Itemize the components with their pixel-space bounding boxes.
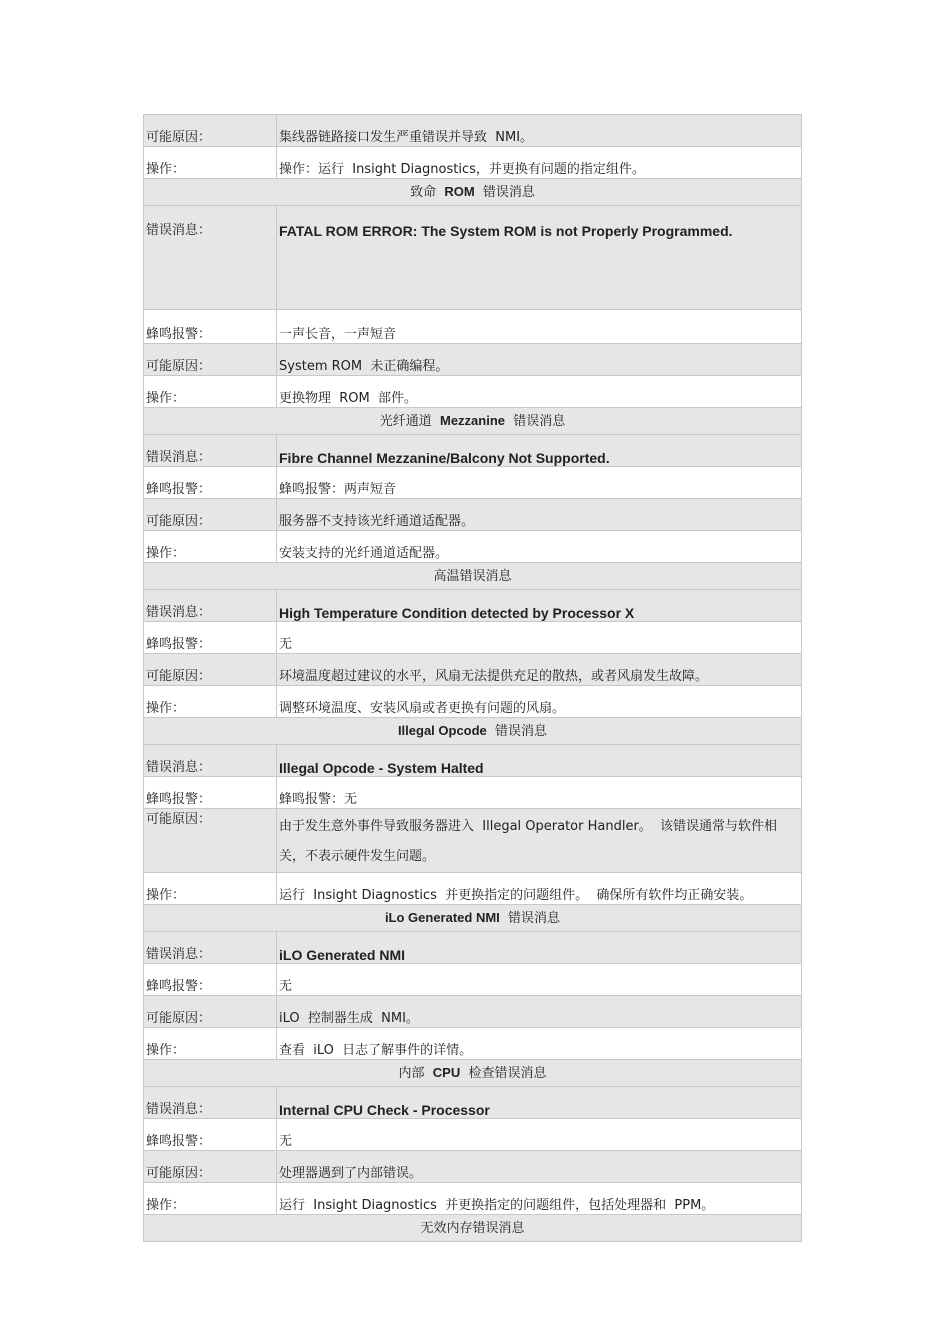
- row-value: 无: [277, 622, 802, 654]
- row-label: 蜂鸣报警：: [144, 1119, 277, 1151]
- row-label: 错误消息：: [144, 932, 277, 964]
- table-row: [144, 344, 802, 376]
- row-value: 运行 Insight Diagnostics 并更换指定的问题组件。 确保所有软件均正确安装。: [277, 873, 802, 905]
- section-title-prefix: 无效内存错误消息: [420, 1220, 525, 1236]
- section-title-suffix: 检查错误消息: [460, 1065, 547, 1081]
- section-title-prefix: 内部: [398, 1065, 433, 1081]
- row-value: 无: [277, 1119, 802, 1151]
- row-label: 操作：: [144, 147, 277, 179]
- table-row: [144, 964, 802, 996]
- error-message-table: [143, 114, 802, 1242]
- table-row: [144, 531, 802, 563]
- table-row: [144, 1151, 802, 1183]
- table-row: [144, 654, 802, 686]
- table-row: [144, 1183, 802, 1215]
- row-label: 操作：: [144, 531, 277, 563]
- table-row: [144, 1087, 802, 1119]
- row-label: 蜂鸣报警：: [144, 964, 277, 996]
- row-label: 错误消息：: [144, 1087, 277, 1119]
- section-title-keyword: iLo Generated NMI: [384, 909, 500, 925]
- row-value: 查看 iLO 日志了解事件的详情。: [277, 1028, 802, 1060]
- section-header: [144, 1215, 802, 1242]
- row-label: 操作：: [144, 1028, 277, 1060]
- section-header: [144, 179, 802, 206]
- section-title: [144, 718, 802, 745]
- row-label: 可能原因：: [144, 996, 277, 1028]
- row-value: 一声长音，一声短音: [277, 310, 802, 344]
- table-row: [144, 115, 802, 147]
- table-row: [144, 622, 802, 654]
- section-title-prefix: 光纤通道: [379, 413, 440, 429]
- table-row: [144, 499, 802, 531]
- row-label: 操作：: [144, 686, 277, 718]
- row-label: 可能原因：: [144, 499, 277, 531]
- row-value: 集线器链路接口发生严重错误并导致 NMI。: [277, 115, 802, 147]
- row-value: Internal CPU Check - Processor: [277, 1087, 802, 1119]
- row-value: 蜂鸣报警：无: [277, 777, 802, 809]
- row-value: 调整环境温度、安装风扇或者更换有问题的风扇。: [277, 686, 802, 718]
- section-header: [144, 718, 802, 745]
- table-row: [144, 147, 802, 179]
- row-label: 错误消息：: [144, 590, 277, 622]
- row-value: Illegal Opcode - System Halted: [277, 745, 802, 777]
- section-header: [144, 1060, 802, 1087]
- table-row: [144, 467, 802, 499]
- row-value: Fibre Channel Mezzanine/Balcony Not Supported.: [277, 435, 802, 467]
- section-title-keyword: CPU: [432, 1064, 461, 1080]
- row-label: 可能原因：: [144, 1151, 277, 1183]
- section-header: [144, 408, 802, 435]
- row-value: FATAL ROM ERROR: The System ROM is not Properly Programmed.: [277, 206, 802, 310]
- section-title-suffix: 错误消息: [505, 413, 566, 429]
- row-label: 操作：: [144, 873, 277, 905]
- section-title-prefix: 致命: [410, 184, 445, 200]
- row-value: 更换物理 ROM 部件。: [277, 376, 802, 408]
- row-label: 可能原因：: [144, 344, 277, 376]
- table-row: [144, 777, 802, 809]
- row-label: 错误消息：: [144, 745, 277, 777]
- table-row: [144, 310, 802, 344]
- row-label: 可能原因：: [144, 654, 277, 686]
- section-title-keyword: Illegal Opcode: [397, 722, 487, 738]
- row-label: 蜂鸣报警：: [144, 467, 277, 499]
- row-value: System ROM 未正确编程。: [277, 344, 802, 376]
- row-label: 可能原因：: [144, 115, 277, 147]
- row-value: 安装支持的光纤通道适配器。: [277, 531, 802, 563]
- section-title: [144, 563, 802, 590]
- row-label: 操作：: [144, 376, 277, 408]
- table-row: [144, 996, 802, 1028]
- table-row: [144, 1119, 802, 1151]
- row-value: 运行 Insight Diagnostics 并更换指定的问题组件，包括处理器和 PPM。: [277, 1183, 802, 1215]
- row-value: 处理器遇到了内部错误。: [277, 1151, 802, 1183]
- section-title: [144, 408, 802, 435]
- row-value: 操作：运行 Insight Diagnostics，并更换有问题的指定组件。: [277, 147, 802, 179]
- row-label: 错误消息：: [144, 435, 277, 467]
- row-label: 错误消息：: [144, 206, 277, 310]
- row-label: 可能原因：: [144, 809, 277, 873]
- row-value: 由于发生意外事件导致服务器进入 Illegal Operator Handler。 该错误通常与软件相关，不表示硬件发生问题。: [277, 809, 802, 873]
- section-title-keyword: ROM: [444, 183, 475, 199]
- section-title-suffix: 错误消息: [474, 184, 535, 200]
- section-title-suffix: 错误消息: [499, 910, 561, 926]
- row-label: 蜂鸣报警：: [144, 310, 277, 344]
- section-title-keyword: Mezzanine: [439, 412, 505, 428]
- table-row: [144, 435, 802, 467]
- row-value: iLO 控制器生成 NMI。: [277, 996, 802, 1028]
- table-row: [144, 590, 802, 622]
- table-row: [144, 206, 802, 310]
- row-value: 环境温度超过建议的水平，风扇无法提供充足的散热，或者风扇发生故障。: [277, 654, 802, 686]
- table-row: [144, 932, 802, 964]
- row-label: 蜂鸣报警：: [144, 622, 277, 654]
- section-header: [144, 563, 802, 590]
- row-value: iLO Generated NMI: [277, 932, 802, 964]
- table-row: [144, 376, 802, 408]
- table-row: [144, 1028, 802, 1060]
- row-label: 操作：: [144, 1183, 277, 1215]
- row-label: 蜂鸣报警：: [144, 777, 277, 809]
- section-title: [144, 905, 802, 932]
- section-title-prefix: 高温错误消息: [433, 568, 512, 584]
- section-title: [144, 1060, 802, 1087]
- section-title: [144, 1215, 802, 1242]
- table-row: [144, 686, 802, 718]
- table-row: [144, 745, 802, 777]
- section-title-suffix: 错误消息: [486, 723, 548, 739]
- section-title: [144, 179, 802, 206]
- row-value: High Temperature Condition detected by Processor X: [277, 590, 802, 622]
- section-header: [144, 905, 802, 932]
- table-row: [144, 809, 802, 873]
- row-value: 服务器不支持该光纤通道适配器。: [277, 499, 802, 531]
- row-value: 无: [277, 964, 802, 996]
- table-row: [144, 873, 802, 905]
- row-value: 蜂鸣报警：两声短音: [277, 467, 802, 499]
